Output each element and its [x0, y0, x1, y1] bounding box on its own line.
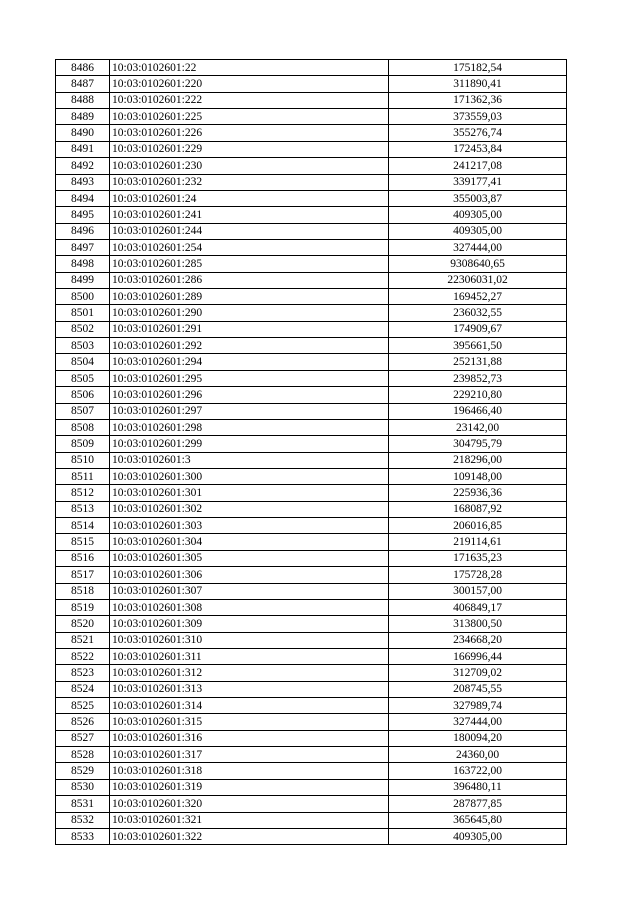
row-number-cell: 8503 [56, 338, 110, 354]
table-row [56, 812, 567, 828]
table-row [56, 158, 567, 174]
cadastral-value-cell: 9308640,65 [389, 256, 567, 272]
cadastral-number-cell: 10:03:0102601:232 [110, 174, 389, 190]
table-row [56, 436, 567, 452]
cadastral-number-cell: 10:03:0102601:313 [110, 681, 389, 697]
cadastral-number-cell: 10:03:0102601:3 [110, 452, 389, 468]
cadastral-number-cell: 10:03:0102601:220 [110, 76, 389, 92]
table-row [56, 828, 567, 844]
cadastral-value-cell: 171635,23 [389, 550, 567, 566]
table-row [56, 256, 567, 272]
cadastral-number-cell: 10:03:0102601:316 [110, 730, 389, 746]
cadastral-value-cell: 225936,36 [389, 485, 567, 501]
cadastral-value-cell: 373559,03 [389, 109, 567, 125]
cadastral-number-cell: 10:03:0102601:225 [110, 109, 389, 125]
cadastral-number-cell: 10:03:0102601:285 [110, 256, 389, 272]
row-number-cell: 8488 [56, 92, 110, 108]
row-number-cell: 8491 [56, 141, 110, 157]
table-row [56, 665, 567, 681]
cadastral-value-cell: 208745,55 [389, 681, 567, 697]
cadastral-value-cell: 175182,54 [389, 60, 567, 76]
cadastral-number-cell: 10:03:0102601:310 [110, 632, 389, 648]
cadastral-number-cell: 10:03:0102601:314 [110, 698, 389, 714]
row-number-cell: 8499 [56, 272, 110, 288]
cadastral-number-cell: 10:03:0102601:302 [110, 501, 389, 517]
cadastral-number-cell: 10:03:0102601:24 [110, 190, 389, 206]
table-row [56, 289, 567, 305]
row-number-cell: 8521 [56, 632, 110, 648]
cadastral-value-cell: 206016,85 [389, 518, 567, 534]
cadastral-number-cell: 10:03:0102601:308 [110, 599, 389, 615]
table-row [56, 550, 567, 566]
row-number-cell: 8525 [56, 698, 110, 714]
cadastral-value-cell: 218296,00 [389, 452, 567, 468]
table-row [56, 468, 567, 484]
table-row [56, 452, 567, 468]
cadastral-number-cell: 10:03:0102601:230 [110, 158, 389, 174]
table-row [56, 190, 567, 206]
row-number-cell: 8517 [56, 567, 110, 583]
row-number-cell: 8514 [56, 518, 110, 534]
table-row [56, 730, 567, 746]
cadastral-number-cell: 10:03:0102601:298 [110, 419, 389, 435]
cadastral-number-cell: 10:03:0102601:312 [110, 665, 389, 681]
row-number-cell: 8504 [56, 354, 110, 370]
cadastral-value-cell: 24360,00 [389, 747, 567, 763]
row-number-cell: 8497 [56, 239, 110, 255]
cadastral-value-cell: 22306031,02 [389, 272, 567, 288]
row-number-cell: 8490 [56, 125, 110, 141]
table-row [56, 207, 567, 223]
cadastral-value-cell: 409305,00 [389, 207, 567, 223]
cadastral-number-cell: 10:03:0102601:296 [110, 387, 389, 403]
table-row [56, 796, 567, 812]
cadastral-number-cell: 10:03:0102601:222 [110, 92, 389, 108]
cadastral-number-cell: 10:03:0102601:319 [110, 779, 389, 795]
cadastral-value-cell: 175728,28 [389, 567, 567, 583]
table-row [56, 92, 567, 108]
cadastral-value-cell: 174909,67 [389, 321, 567, 337]
cadastral-value-cell: 219114,61 [389, 534, 567, 550]
cadastral-number-cell: 10:03:0102601:22 [110, 60, 389, 76]
cadastral-number-cell: 10:03:0102601:311 [110, 648, 389, 664]
cadastral-number-cell: 10:03:0102601:229 [110, 141, 389, 157]
row-number-cell: 8515 [56, 534, 110, 550]
table-body [56, 60, 567, 845]
table-row [56, 567, 567, 583]
cadastral-value-cell: 196466,40 [389, 403, 567, 419]
row-number-cell: 8510 [56, 452, 110, 468]
table-row [56, 632, 567, 648]
table-row [56, 698, 567, 714]
table-row [56, 485, 567, 501]
table-row [56, 747, 567, 763]
cadastral-value-cell: 166996,44 [389, 648, 567, 664]
row-number-cell: 8496 [56, 223, 110, 239]
table-row [56, 141, 567, 157]
cadastral-number-cell: 10:03:0102601:286 [110, 272, 389, 288]
table-row [56, 272, 567, 288]
cadastral-value-cell: 252131,88 [389, 354, 567, 370]
row-number-cell: 8518 [56, 583, 110, 599]
table-row [56, 501, 567, 517]
row-number-cell: 8486 [56, 60, 110, 76]
table-row [56, 223, 567, 239]
cadastral-number-cell: 10:03:0102601:306 [110, 567, 389, 583]
row-number-cell: 8506 [56, 387, 110, 403]
cadastral-number-cell: 10:03:0102601:320 [110, 796, 389, 812]
cadastral-value-cell: 395661,50 [389, 338, 567, 354]
row-number-cell: 8532 [56, 812, 110, 828]
row-number-cell: 8489 [56, 109, 110, 125]
cadastral-value-cell: 339177,41 [389, 174, 567, 190]
row-number-cell: 8509 [56, 436, 110, 452]
cadastral-value-cell: 172453,84 [389, 141, 567, 157]
table-row [56, 779, 567, 795]
row-number-cell: 8531 [56, 796, 110, 812]
row-number-cell: 8502 [56, 321, 110, 337]
cadastral-number-cell: 10:03:0102601:305 [110, 550, 389, 566]
table-row [56, 403, 567, 419]
table-row [56, 305, 567, 321]
cadastral-value-cell: 313800,50 [389, 616, 567, 632]
table-row [56, 109, 567, 125]
table-row [56, 60, 567, 76]
row-number-cell: 8487 [56, 76, 110, 92]
table-row [56, 599, 567, 615]
row-number-cell: 8498 [56, 256, 110, 272]
row-number-cell: 8505 [56, 370, 110, 386]
row-number-cell: 8529 [56, 763, 110, 779]
cadastral-number-cell: 10:03:0102601:321 [110, 812, 389, 828]
row-number-cell: 8508 [56, 419, 110, 435]
row-number-cell: 8500 [56, 289, 110, 305]
row-number-cell: 8523 [56, 665, 110, 681]
cadastral-number-cell: 10:03:0102601:290 [110, 305, 389, 321]
table-row [56, 714, 567, 730]
cadastral-number-cell: 10:03:0102601:294 [110, 354, 389, 370]
cadastral-value-table [55, 59, 567, 845]
row-number-cell: 8533 [56, 828, 110, 844]
row-number-cell: 8492 [56, 158, 110, 174]
cadastral-value-cell: 109148,00 [389, 468, 567, 484]
table-row [56, 354, 567, 370]
cadastral-value-cell: 300157,00 [389, 583, 567, 599]
cadastral-value-cell: 312709,02 [389, 665, 567, 681]
table-row [56, 239, 567, 255]
row-number-cell: 8516 [56, 550, 110, 566]
cadastral-value-cell: 304795,79 [389, 436, 567, 452]
cadastral-value-cell: 409305,00 [389, 828, 567, 844]
cadastral-number-cell: 10:03:0102601:300 [110, 468, 389, 484]
cadastral-number-cell: 10:03:0102601:303 [110, 518, 389, 534]
cadastral-value-cell: 236032,55 [389, 305, 567, 321]
row-number-cell: 8527 [56, 730, 110, 746]
table-row [56, 763, 567, 779]
cadastral-number-cell: 10:03:0102601:226 [110, 125, 389, 141]
row-number-cell: 8501 [56, 305, 110, 321]
table-row [56, 681, 567, 697]
row-number-cell: 8522 [56, 648, 110, 664]
cadastral-number-cell: 10:03:0102601:322 [110, 828, 389, 844]
row-number-cell: 8528 [56, 747, 110, 763]
cadastral-number-cell: 10:03:0102601:295 [110, 370, 389, 386]
table-row [56, 174, 567, 190]
cadastral-number-cell: 10:03:0102601:315 [110, 714, 389, 730]
row-number-cell: 8494 [56, 190, 110, 206]
row-number-cell: 8519 [56, 599, 110, 615]
cadastral-value-cell: 355003,87 [389, 190, 567, 206]
row-number-cell: 8493 [56, 174, 110, 190]
row-number-cell: 8524 [56, 681, 110, 697]
cadastral-value-cell: 396480,11 [389, 779, 567, 795]
cadastral-value-cell: 355276,74 [389, 125, 567, 141]
row-number-cell: 8526 [56, 714, 110, 730]
table-row [56, 583, 567, 599]
table-row [56, 321, 567, 337]
cadastral-value-cell: 229210,80 [389, 387, 567, 403]
cadastral-value-cell: 163722,00 [389, 763, 567, 779]
cadastral-value-cell: 234668,20 [389, 632, 567, 648]
row-number-cell: 8507 [56, 403, 110, 419]
table-row [56, 616, 567, 632]
cadastral-value-cell: 365645,80 [389, 812, 567, 828]
cadastral-value-cell: 327444,00 [389, 714, 567, 730]
cadastral-value-cell: 23142,00 [389, 419, 567, 435]
table-row [56, 419, 567, 435]
cadastral-value-cell: 406849,17 [389, 599, 567, 615]
cadastral-value-cell: 287877,85 [389, 796, 567, 812]
table-row [56, 518, 567, 534]
cadastral-number-cell: 10:03:0102601:317 [110, 747, 389, 763]
cadastral-number-cell: 10:03:0102601:299 [110, 436, 389, 452]
cadastral-number-cell: 10:03:0102601:244 [110, 223, 389, 239]
table-row [56, 125, 567, 141]
cadastral-number-cell: 10:03:0102601:254 [110, 239, 389, 255]
cadastral-number-cell: 10:03:0102601:291 [110, 321, 389, 337]
table-row [56, 370, 567, 386]
cadastral-value-cell: 239852,73 [389, 370, 567, 386]
cadastral-value-cell: 171362,36 [389, 92, 567, 108]
table-row [56, 76, 567, 92]
cadastral-number-cell: 10:03:0102601:309 [110, 616, 389, 632]
row-number-cell: 8495 [56, 207, 110, 223]
cadastral-number-cell: 10:03:0102601:292 [110, 338, 389, 354]
cadastral-value-cell: 180094,20 [389, 730, 567, 746]
cadastral-number-cell: 10:03:0102601:304 [110, 534, 389, 550]
cadastral-value-cell: 409305,00 [389, 223, 567, 239]
cadastral-value-cell: 327989,74 [389, 698, 567, 714]
cadastral-value-cell: 311890,41 [389, 76, 567, 92]
cadastral-number-cell: 10:03:0102601:241 [110, 207, 389, 223]
row-number-cell: 8530 [56, 779, 110, 795]
cadastral-value-cell: 241217,08 [389, 158, 567, 174]
cadastral-number-cell: 10:03:0102601:301 [110, 485, 389, 501]
table-row [56, 338, 567, 354]
row-number-cell: 8511 [56, 468, 110, 484]
cadastral-number-cell: 10:03:0102601:297 [110, 403, 389, 419]
table-row [56, 534, 567, 550]
row-number-cell: 8512 [56, 485, 110, 501]
cadastral-number-cell: 10:03:0102601:318 [110, 763, 389, 779]
cadastral-number-cell: 10:03:0102601:289 [110, 289, 389, 305]
cadastral-number-cell: 10:03:0102601:307 [110, 583, 389, 599]
cadastral-value-cell: 327444,00 [389, 239, 567, 255]
table-row [56, 648, 567, 664]
row-number-cell: 8513 [56, 501, 110, 517]
table-row [56, 387, 567, 403]
cadastral-value-cell: 169452,27 [389, 289, 567, 305]
cadastral-value-cell: 168087,92 [389, 501, 567, 517]
row-number-cell: 8520 [56, 616, 110, 632]
